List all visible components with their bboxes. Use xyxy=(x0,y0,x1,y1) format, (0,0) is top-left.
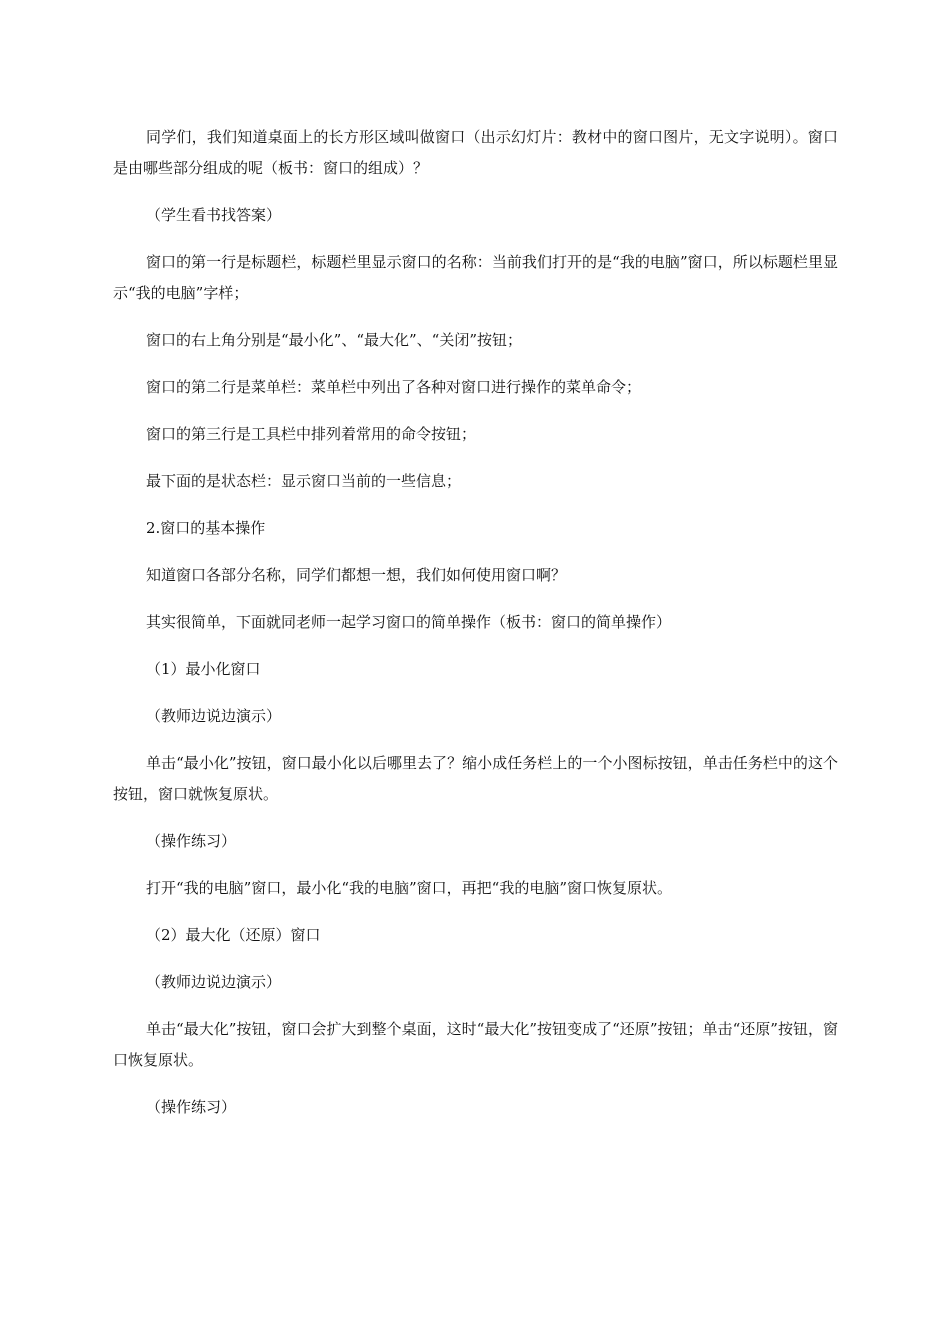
paragraph-practice-2: （操作练习） xyxy=(146,1098,237,1116)
paragraph-menu-bar: 窗口的第二行是菜单栏：菜单栏中列出了各种对窗口进行操作的菜单命令； xyxy=(146,378,642,396)
subheading-maximize-window: （2）最大化（还原）窗口 xyxy=(146,926,321,944)
paragraph-window-intro: 同学们，我们知道桌面上的长方形区域叫做窗口（出示幻灯片：教材中的窗口图片，无文字说明）。窗口是由哪些部分组成的呢（板书：窗口的组成）？ xyxy=(113,128,838,177)
subheading-minimize-window: （1）最小化窗口 xyxy=(146,660,261,678)
section-heading-basic-operations: 2.窗口的基本操作 xyxy=(146,519,266,537)
paragraph-status-bar: 最下面的是状态栏：显示窗口当前的一些信息； xyxy=(146,472,462,490)
document-body xyxy=(113,122,838,1123)
paragraph-question: 知道窗口各部分名称，同学们都想一想，我们如何使用窗口啊？ xyxy=(146,566,567,584)
paragraph-practice-1: （操作练习） xyxy=(146,832,237,850)
paragraph-teacher-demo-1: （教师边说边演示） xyxy=(146,707,282,725)
paragraph-maximize-explanation: 单击“最大化”按钮，窗口会扩大到整个桌面，这时“最大化”按钮变成了“还原”按钮；单击“还原”按钮，窗口恢复原状。 xyxy=(113,1020,838,1069)
paragraph-teacher-demo-2: （教师边说边演示） xyxy=(146,973,282,991)
paragraph-window-buttons: 窗口的右上角分别是“最小化”、“最大化”、“关闭”按钮； xyxy=(146,331,523,349)
paragraph-title-bar: 窗口的第一行是标题栏，标题栏里显示窗口的名称：当前我们打开的是“我的电脑”窗口，所以标题栏里显示“我的电脑”字样； xyxy=(113,253,838,302)
paragraph-minimize-explanation: 单击“最小化”按钮，窗口最小化以后哪里去了？缩小成任务栏上的一个小图标按钮，单击任务栏中的这个按钮，窗口就恢复原状。 xyxy=(113,754,838,803)
paragraph-practice-task: 打开“我的电脑”窗口，最小化“我的电脑”窗口，再把“我的电脑”窗口恢复原状。 xyxy=(146,879,673,897)
paragraph-tool-bar: 窗口的第三行是工具栏中排列着常用的命令按钮； xyxy=(146,425,477,443)
paragraph-student-note: （学生看书找答案） xyxy=(146,206,282,224)
paragraph-simple-operations: 其实很简单，下面就同老师一起学习窗口的简单操作（板书：窗口的简单操作） xyxy=(146,613,672,631)
